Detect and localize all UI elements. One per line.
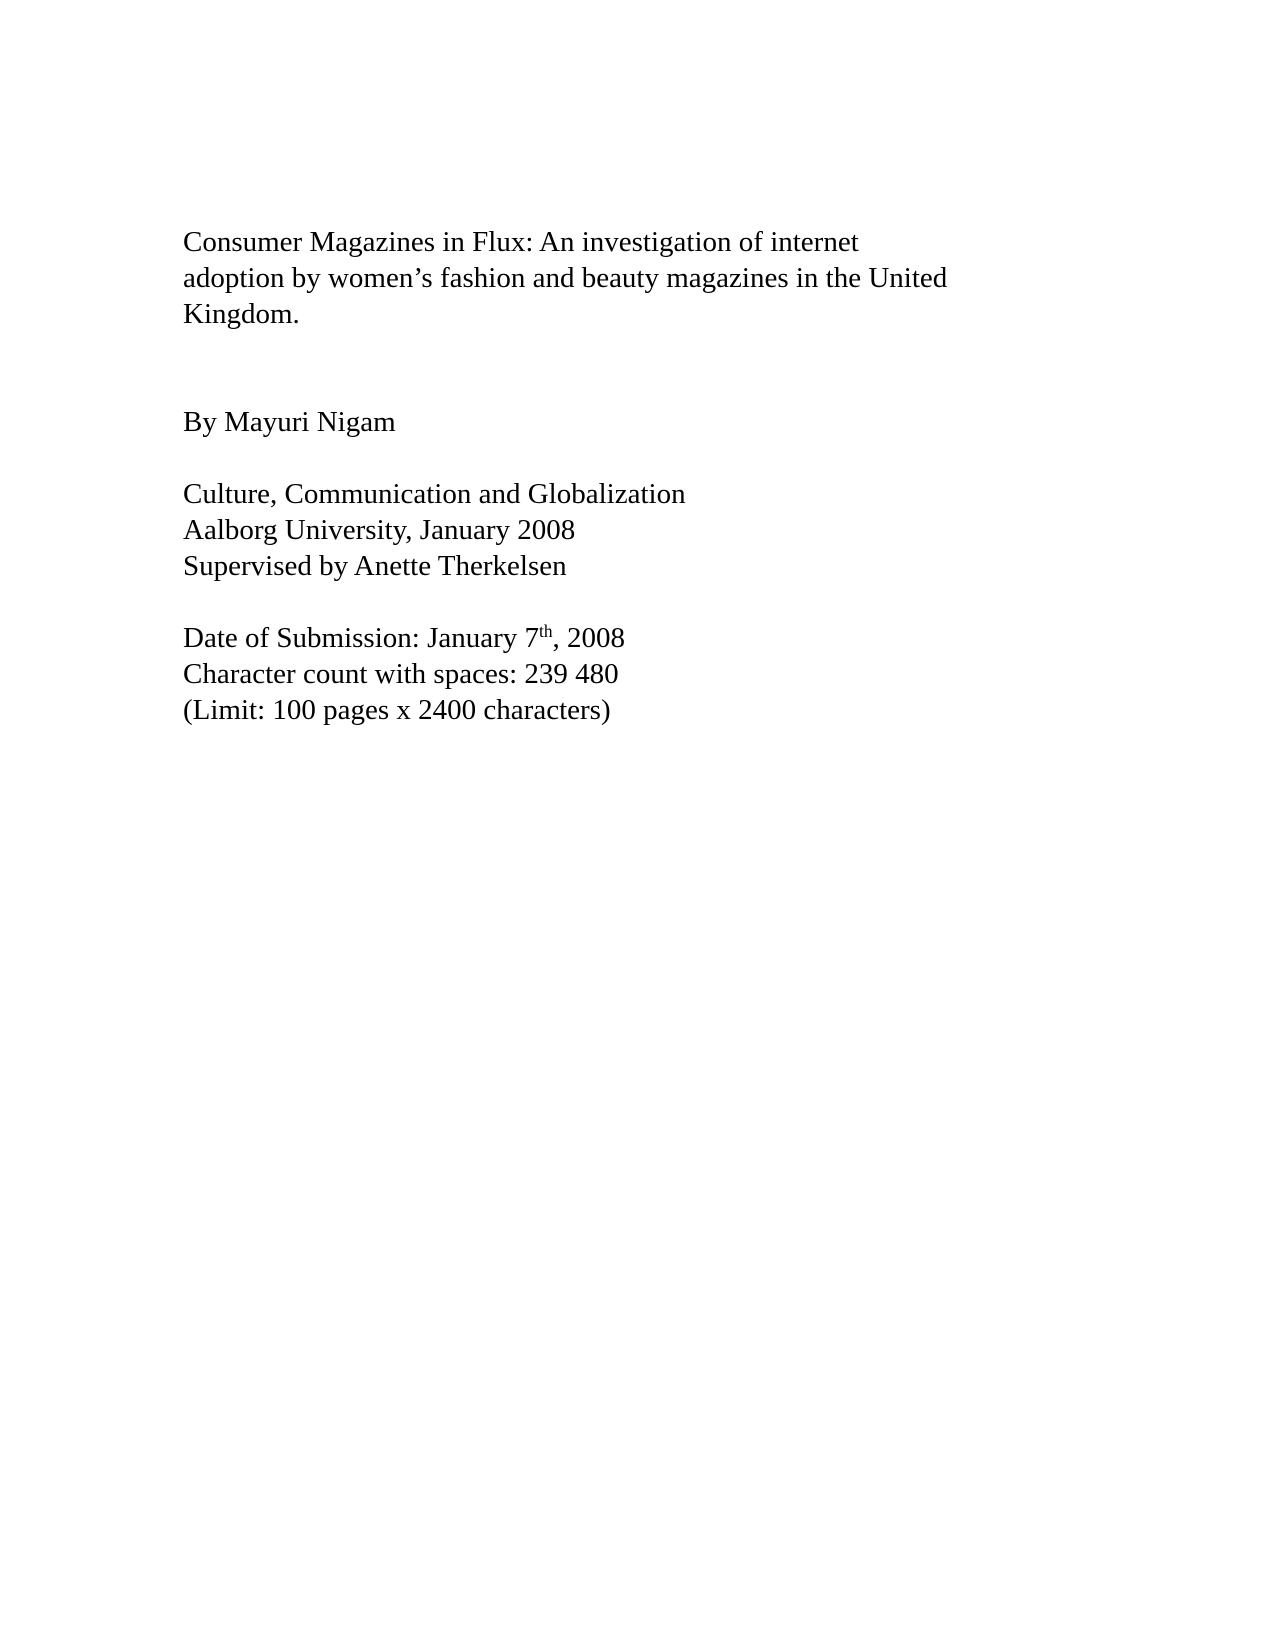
program-line: Culture, Communication and Globalization [183, 478, 686, 510]
document-title-line-2: adoption by women’s fashion and beauty magazines in the United [183, 262, 948, 294]
character-count-line: Character count with spaces: 239 480 [183, 658, 619, 690]
document-title-line-1: Consumer Magazines in Flux: An investigation of internet [183, 226, 859, 258]
submission-date-suffix: , 2008 [552, 622, 626, 654]
university-line: Aalborg University, January 2008 [183, 514, 576, 546]
limit-line: (Limit: 100 pages x 2400 characters) [183, 694, 611, 726]
ordinal-superscript: th [539, 621, 553, 642]
blank-line [183, 440, 947, 476]
blank-line [183, 332, 947, 368]
supervisor-line: Supervised by Anette Therkelsen [183, 550, 567, 582]
document-title-line-3: Kingdom. [183, 298, 300, 330]
submission-date-line [183, 620, 947, 656]
submission-date-prefix: Date of Submission: January 7 [183, 622, 540, 654]
blank-line [183, 368, 947, 404]
title-page-text-block [183, 224, 947, 728]
blank-line [183, 584, 947, 620]
author-line: By Mayuri Nigam [183, 406, 396, 438]
